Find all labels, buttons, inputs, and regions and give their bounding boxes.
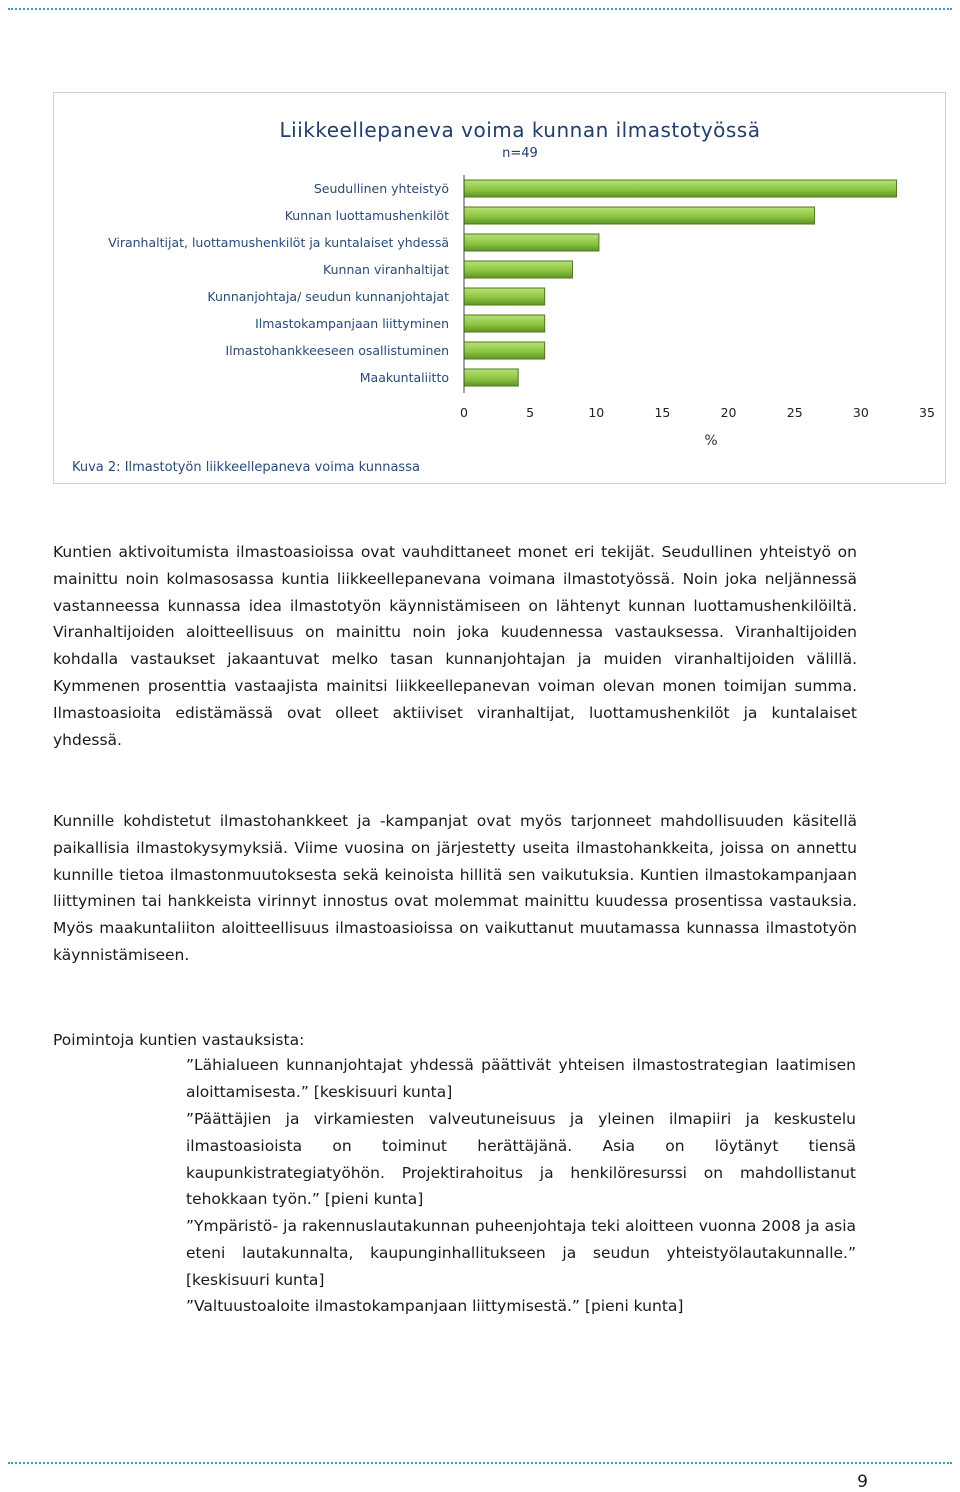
bar-0 bbox=[464, 180, 897, 197]
category-label-7: Maakuntaliitto bbox=[359, 370, 449, 385]
quote-item: ”Ympäristö- ja rakennuslautakunnan puheenjohtaja teki aloitteen vuonna 2008 ja asia eteni lautakunnalta, kaupunginhallitukseen ja seudun yhteistyölautakunnalle.” [keskisuuri kunta] bbox=[186, 1217, 856, 1289]
bar-chart bbox=[0, 0, 960, 500]
x-tick-label-0: 0 bbox=[460, 405, 468, 420]
category-label-4: Kunnanjohtaja/ seudun kunnanjohtajat bbox=[207, 289, 449, 304]
bar-2 bbox=[464, 234, 599, 251]
x-tick-label-1: 5 bbox=[526, 405, 535, 420]
chart-title: Liikkeellepaneva voima kunnan ilmastotyössä bbox=[279, 118, 761, 142]
bar-4 bbox=[464, 288, 545, 305]
chart-subtitle: n=49 bbox=[502, 146, 538, 161]
bar-1 bbox=[464, 207, 815, 224]
page-number: 9 bbox=[857, 1472, 868, 1492]
figure-caption: Kuva 2: Ilmastotyön liikkeellepaneva voima kunnassa bbox=[72, 460, 420, 475]
x-tick-label-3: 15 bbox=[654, 405, 671, 420]
x-axis-unit-label: % bbox=[704, 433, 718, 449]
x-tick-label-7: 35 bbox=[919, 405, 935, 420]
bottom-dotted-rule bbox=[8, 1462, 952, 1464]
quote-item: ”Valtuustoaloite ilmastokampanjaan liittymisestä.” [pieni kunta] bbox=[186, 1297, 684, 1315]
category-label-0: Seudullinen yhteistyö bbox=[313, 181, 449, 196]
quotes-heading: Poimintoja kuntien vastauksista: bbox=[53, 1031, 305, 1049]
x-tick-label-2: 10 bbox=[588, 405, 605, 420]
quote-item: ”Päättäjien ja virkamiesten valveutuneisuus ja yleinen ilmapiiri ja keskustelu ilmastoasioista on toiminut herättäjänä. Asia on löytänyt tiensä kaupunkistrategiatyöhön. Projektirahoitus ja henkilöresurssi on mahdollistanut tehokkaan työn.” [pieni kunta] bbox=[186, 1110, 856, 1209]
category-label-6: Ilmastohankkeeseen osallistuminen bbox=[225, 343, 449, 358]
body-paragraph-2: Kunnille kohdistetut ilmastohankkeet ja -kampanjat ovat myös tarjonneet mahdollisuuden käsitellä paikallisia ilmastokysymyksiä. Viime vuosina on järjestetty useita ilmastohankkeita, joissa on annettu kunnille tietoa ilmastonmuutoksesta sekä keinoista hillitä sen vaikutuksia. Kuntien ilmastokampanjaan liittyminen tai hankkeista virinnyt innostus ovat molemmat mainittu kuudessa prosentissa vastauksia. Myös maakuntaliiton aloitteellisuus ilmastoasioissa on vaikuttanut muutamassa kunnassa ilmastotyön käynnistämiseen. bbox=[53, 812, 857, 964]
category-label-1: Kunnan luottamushenkilöt bbox=[284, 208, 449, 223]
x-tick-label-6: 30 bbox=[852, 405, 869, 420]
bar-3 bbox=[464, 261, 572, 278]
category-label-3: Kunnan viranhaltijat bbox=[323, 262, 449, 277]
bar-5 bbox=[464, 315, 545, 332]
body-paragraph-1: Kuntien aktivoitumista ilmastoasioissa ovat vauhdittaneet monet eri tekijät. Seudullinen yhteistyö on mainittu noin kolmasosassa kuntia liikkeellepanevana voimana ilmastotyössä. Noin joka neljännessä vastanneessa kunnassa idea ilmastotyön käynnistämiseen on lähtenyt kunnan luottamushenkilöiltä. Viranhaltijoiden aloitteellisuus on mainittu noin joka kuudennessa vastauksessa. Viranhaltijoiden kohdalla vastaukset jakaantuvat melko tasan kunnanjohtajan ja muiden viranhaltijoiden välillä. Kymmenen prosenttia vastaajista mainitsi liikkeellepanevan voiman olevan monen toimijan summa. Ilmastoasioita edistämässä ovat olleet aktiiviset viranhaltijat, luottamushenkilöt ja kuntalaiset yhdessä. bbox=[53, 543, 857, 749]
bar-7 bbox=[464, 369, 518, 386]
category-label-2: Viranhaltijat, luottamushenkilöt ja kuntalaiset yhdessä bbox=[108, 235, 449, 250]
x-tick-label-5: 25 bbox=[786, 405, 803, 420]
bar-6 bbox=[464, 342, 545, 359]
x-tick-label-4: 20 bbox=[720, 405, 737, 420]
category-label-5: Ilmastokampanjaan liittyminen bbox=[255, 316, 449, 331]
quote-item: ”Lähialueen kunnanjohtajat yhdessä päättivät yhteisen ilmastostrategian laatimisen aloittamisesta.” [keskisuuri kunta] bbox=[186, 1056, 856, 1101]
